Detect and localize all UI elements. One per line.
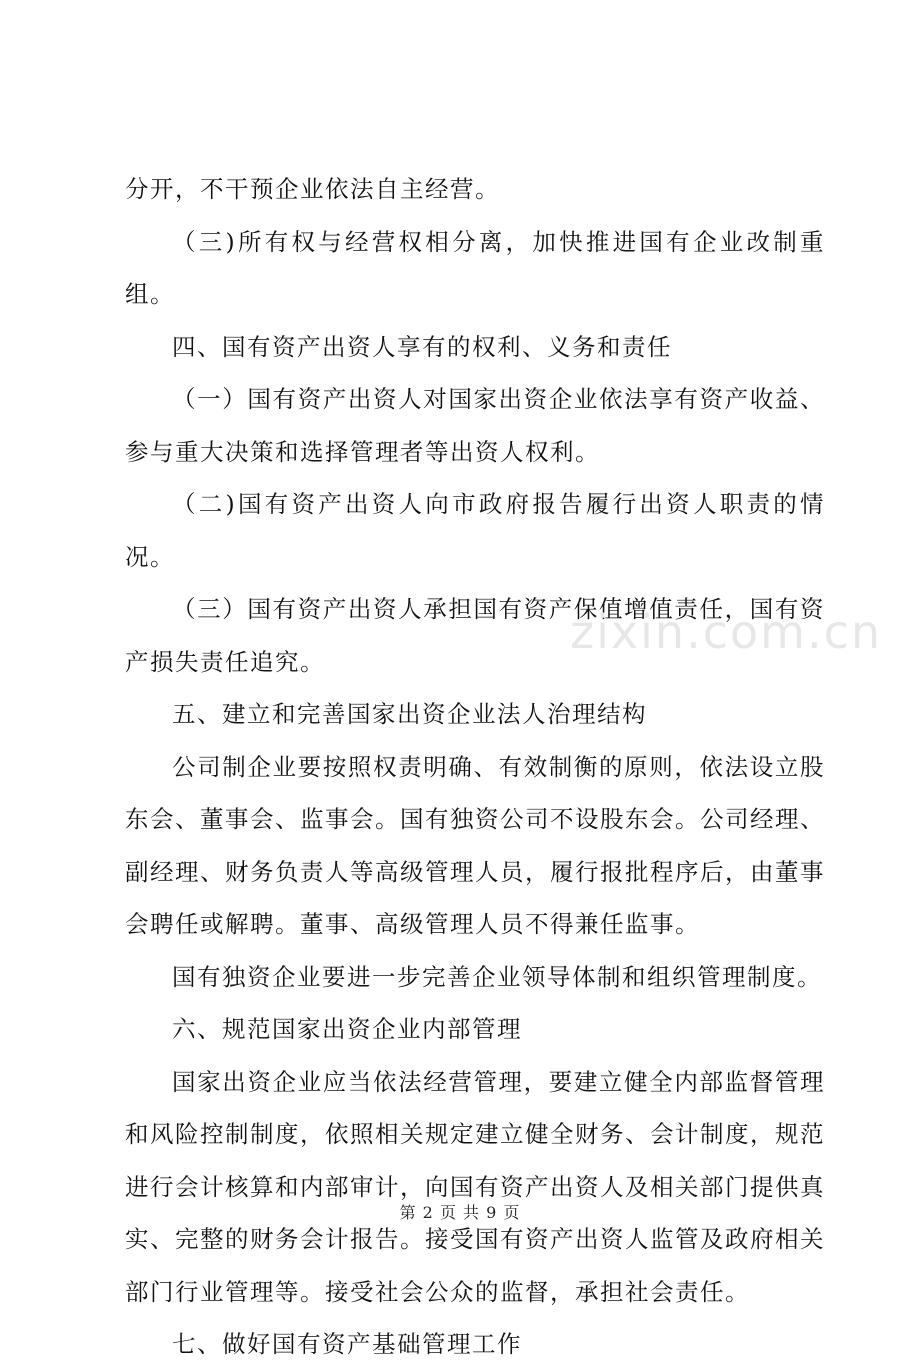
paragraph: 七、做好国有资产基础管理工作 bbox=[172, 1330, 522, 1358]
paragraph: （一）国有资产出资人对国家出资企业依法享有资产收益、参与重大决策和选择管理者等出资人权利。 bbox=[125, 385, 825, 466]
paragraph: 六、规范国家出资企业内部管理 bbox=[172, 1015, 522, 1043]
page-footer: 第 2 页 共 9 页 bbox=[399, 1203, 521, 1222]
document-body bbox=[125, 163, 825, 1371]
paragraph: 五、建立和完善国家出资企业法人治理结构 bbox=[172, 700, 647, 728]
watermark: zixin.com.cn bbox=[570, 605, 883, 659]
paragraph: 四、国有资产出资人享有的权利、义务和责任 bbox=[172, 332, 672, 361]
paragraph: 公司制企业要按照权责明确、有效制衡的原则，依法设立股东会、董事会、监事会。国有独资公司不设股东会。公司经理、副经理、财务负责人等高级管理人员，履行报批程序后，由董事会聘任或解聘。董事、高级管理人员不得兼任监事。 bbox=[125, 752, 825, 938]
paragraph: 国有独资企业要进一步完善企业领导体制和组织管理制度。 bbox=[172, 962, 822, 991]
paragraph: 分开，不干预企业依法自主经营。 bbox=[125, 175, 500, 203]
paragraph: 国家出资企业应当依法经营管理，要建立健全内部监督管理和风险控制制度，依照相关规定建立健全财务、会计制度，规范进行会计核算和内部审计，向国有资产出资人及相关部门提供真实、完整的财务会计报告。接受国有资产出资人监管及政府相关部门行业管理等。接受社会公众的监督，承担社会责任。 bbox=[125, 1067, 825, 1306]
paragraph: （三)所有权与经营权相分离，加快推进国有企业改制重组。 bbox=[125, 227, 825, 308]
paragraph: （二)国有资产出资人向市政府报告履行出资人职责的情况。 bbox=[125, 490, 825, 571]
paragraph: （三）国有资产出资人承担国有资产保值增值责任，国有资产损失责任追究。 bbox=[125, 595, 825, 676]
